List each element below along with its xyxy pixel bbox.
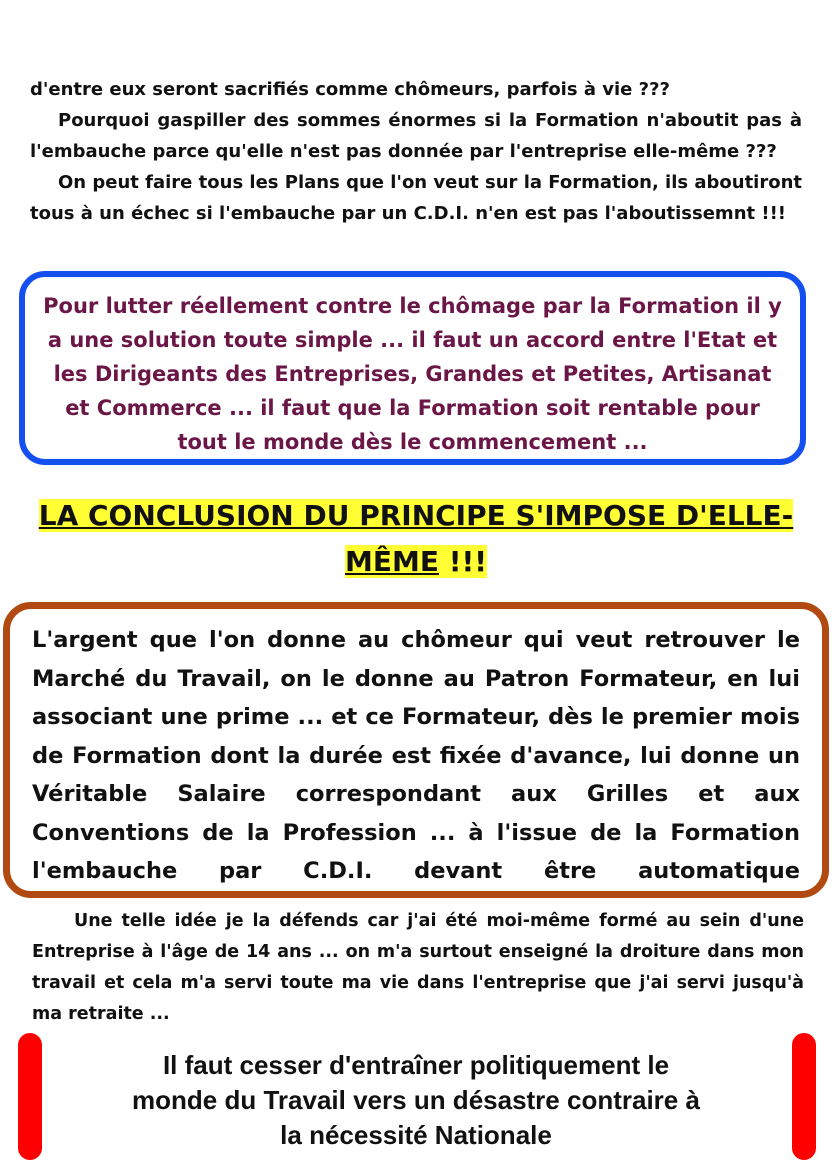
intro-paragraph-2: Pourquoi gaspiller des sommes énormes si la Formation n'aboutit pas à l'embauche parce qu'elle n'est pas donnée par l'entreprise elle-même ??? xyxy=(30,110,802,162)
intro-line-1: d'entre eux seront sacrifiés comme chômeurs, parfois à vie ??? xyxy=(30,79,670,100)
conclusion-heading-text: LA CONCLUSION DU PRINCIPE S'IMPOSE D'ELLE-MÊME xyxy=(38,499,794,578)
brown-callout-text: L'argent que l'on donne au chômeur qui veut retrouver le Marché du Travail, on le donne au Patron Formateur, en lui associant une prime ... et ce Formateur, dès le premier mois de Formation dont la durée est fixée d'avance, lui donne un Véritable Salaire correspondant aux Grilles et aux Conventions de la Profession ... à l'issue de la Formation l'embauche par C.D.I. devant être automatique xyxy=(32,627,800,884)
brown-callout-box xyxy=(3,602,829,898)
final-line-2: monde du Travail vers un désastre contraire à xyxy=(132,1085,700,1115)
story-paragraph: Une telle idée je la défends car j'ai été moi-même formé au sein d'une Entreprise à l'âge de 14 ans ... on m'a surtout enseigné la droiture dans mon travail et cela m'a servi toute ma vie dans l'entreprise que j'ai servi jusqu'à ma retraite ... xyxy=(32,911,804,1024)
intro-text xyxy=(30,74,802,229)
conclusion-heading-exclaim: !!! xyxy=(438,545,488,578)
final-statement xyxy=(60,1048,772,1153)
intro-paragraph-3: On peut faire tous les Plans que l'on veut sur la Formation, ils aboutiront tous à un échec si l'embauche par un C.D.I. n'en est pas l'aboutissemnt !!! xyxy=(30,172,803,224)
blue-callout-box xyxy=(19,271,806,465)
red-bar-left xyxy=(18,1033,42,1160)
blue-callout-text: Pour lutter réellement contre le chômage par la Formation il y a une solution toute simple ... il faut un accord entre l'Etat et les Dirigeants des Entreprises, Grandes et Petites, Artisanat et Commerce ... il faut que la Formation soit rentable pour tout le monde dès le commencement ... xyxy=(43,294,782,454)
final-line-1: Il faut cesser d'entraîner politiquement le xyxy=(162,1050,670,1080)
conclusion-heading xyxy=(30,493,802,585)
final-line-3: la nécessité Nationale xyxy=(280,1120,552,1150)
red-bar-right xyxy=(792,1033,816,1160)
